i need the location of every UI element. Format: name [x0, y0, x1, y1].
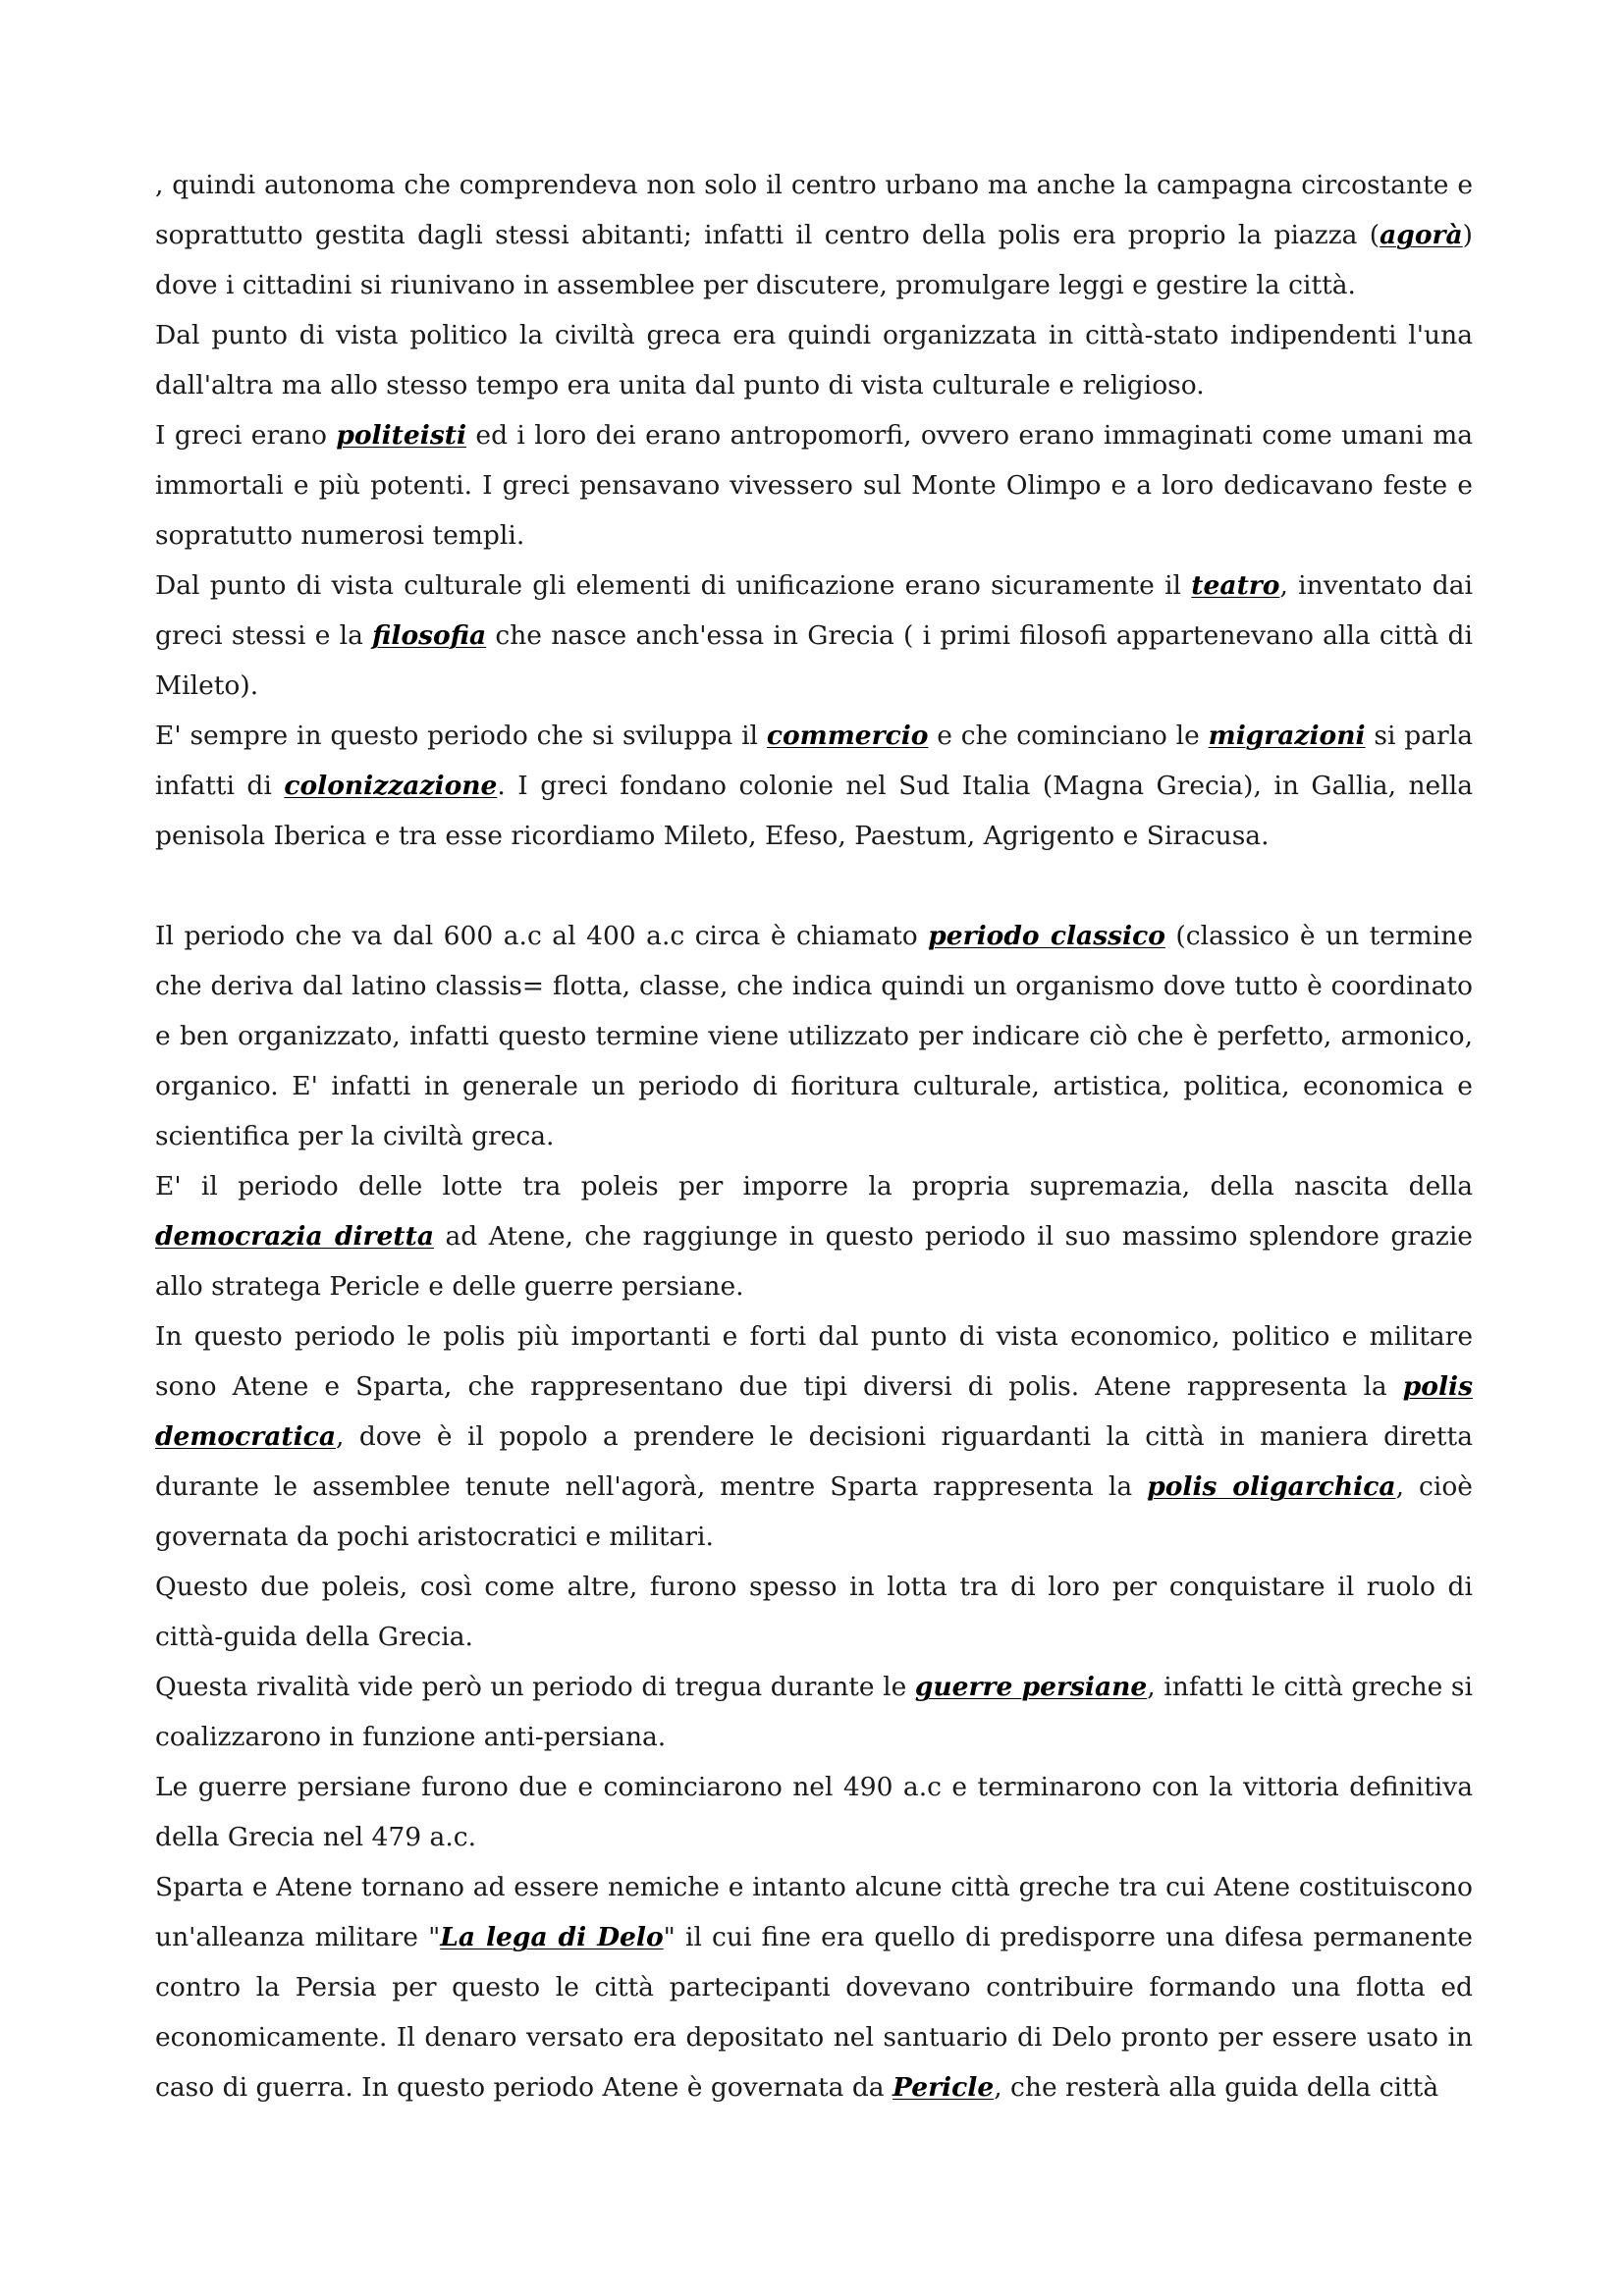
paragraph	[155, 711, 1473, 861]
text-segment: Questa rivalità vide però un periodo di tregua durante le	[155, 1672, 915, 1702]
highlighted-term: periodo classico	[928, 921, 1165, 951]
text-segment: I greci erano	[155, 420, 337, 451]
text-segment: , dove è il popolo a prendere le decisioni riguardanti la città in maniera diretta durante le assemblee tenute nell'agorà, mentre Sparta rappresenta la	[155, 1421, 1473, 1502]
highlighted-term: commercio	[766, 721, 929, 751]
text-segment: , infatti le città greche si coalizzarono in funzione anti-persiana.	[155, 1672, 1473, 1752]
text-segment: , inventato dai greci stessi e la	[155, 570, 1473, 651]
paragraph	[155, 1662, 1473, 1762]
text-segment: In questo periodo le polis più importanti e forti dal punto di vista economico, politico e militare sono Atene e Sparta, che rappresentano due tipi diversi di polis. Atene rappresenta la	[155, 1321, 1473, 1402]
paragraph	[155, 1862, 1473, 2112]
text-segment: , cioè governata da pochi aristocratici e militari.	[155, 1471, 1473, 1552]
text-segment: si parla infatti di	[155, 721, 1473, 801]
text-segment: E' sempre in questo periodo che si sviluppa il	[155, 721, 767, 751]
highlighted-term: colonizzazione	[284, 771, 498, 801]
highlighted-term: guerre persiane	[914, 1672, 1148, 1702]
highlighted-term: migrazioni	[1208, 721, 1366, 751]
highlighted-term: La lega di Delo	[440, 1922, 664, 1952]
text-segment: ) dove i cittadini si riunivano in assemblee per discutere, promulgare leggi e gestire la città.	[155, 220, 1473, 300]
highlighted-term: polis democratica	[155, 1371, 1473, 1452]
paragraph	[155, 1311, 1473, 1562]
text-segment: Sparta e Atene tornano ad essere nemiche e intanto alcune città greche tra cui Atene costituiscono un'alleanza militare "	[155, 1872, 1473, 1952]
text-segment: Dal punto di vista politico la civiltà greca era quindi organizzata in città-stato indipendenti l'una dall'altra ma allo stesso tempo era unita dal punto di vista culturale e religioso.	[155, 320, 1473, 400]
highlighted-term: agorà	[1380, 220, 1463, 250]
text-segment: ed i loro dei erano antropomorfi, ovvero erano immaginati come umani ma immortali e più potenti. I greci pensavano vivessero sul Monte Olimpo e a loro dedicavano feste e sopratutto numerosi templi.	[155, 420, 1473, 551]
paragraph	[155, 1762, 1473, 1862]
paragraph	[155, 310, 1473, 410]
document-body	[155, 160, 1473, 2112]
highlighted-term: teatro	[1191, 570, 1280, 601]
highlighted-term: polis oligarchica	[1147, 1471, 1396, 1502]
text-segment: E' il periodo delle lotte tra poleis per imporre la propria supremazia, della nascita della	[155, 1171, 1473, 1201]
text-segment: " il cui fine era quello di predisporre una difesa permanente contro la Persia per questo le città partecipanti dovevano contribuire formando una flotta ed economicamente. Il denaro versato era depositato nel santuario di Delo pronto per essere usato in caso di guerra. In questo periodo Atene è governata da	[155, 1922, 1473, 2103]
text-segment: (classico è un termine che deriva dal latino classis= flotta, classe, che indica quindi un organismo dove tutto è coordinato e ben organizzato, infatti questo termine viene utilizzato per indicare ciò che è perfetto, armonico, organico. E' infatti in generale un periodo di fioritura culturale, artistica, politica, economica e scientifica per la civiltà greca.	[155, 921, 1473, 1151]
paragraph	[155, 561, 1473, 711]
paragraph	[155, 911, 1473, 1161]
paragraph	[155, 1562, 1473, 1662]
text-segment: che nasce anch'essa in Grecia ( i primi filosofi appartenevano alla città di Mileto).	[155, 620, 1473, 701]
highlighted-term: filosofia	[372, 620, 487, 651]
highlighted-term: Pericle	[893, 2072, 995, 2103]
paragraph	[155, 1161, 1473, 1311]
paragraph	[155, 160, 1473, 310]
text-segment: Il periodo che va dal 600 a.c al 400 a.c circa è chiamato	[155, 921, 929, 951]
text-segment: , quindi autonoma che comprendeva non solo il centro urbano ma anche la campagna circostante e soprattutto gestita dagli stessi abitanti; infatti il centro della polis era proprio la piazza (	[155, 170, 1473, 250]
text-segment: ad Atene, che raggiunge in questo periodo il suo massimo splendore grazie allo stratega Pericle e delle guerre persiane.	[155, 1221, 1473, 1302]
text-segment: , che resterà alla guida della città	[994, 2072, 1439, 2103]
text-segment: Dal punto di vista culturale gli elementi di unificazione erano sicuramente il	[155, 570, 1192, 601]
highlighted-term: democrazia diretta	[155, 1221, 435, 1252]
text-segment: e che cominciano le	[928, 721, 1209, 751]
paragraph	[155, 410, 1473, 561]
text-segment: Questo due poleis, così come altre, furono spesso in lotta tra di loro per conquistare il ruolo di città-guida della Grecia.	[155, 1572, 1473, 1652]
highlighted-term: politeisti	[336, 420, 467, 451]
text-segment: Le guerre persiane furono due e cominciarono nel 490 a.c e terminarono con la vittoria definitiva della Grecia nel 479 a.c.	[155, 1772, 1473, 1852]
text-segment: . I greci fondano colonie nel Sud Italia (Magna Grecia), in Gallia, nella penisola Iberica e tra esse ricordiamo Mileto, Efeso, Paestum, Agrigento e Siracusa.	[155, 771, 1473, 851]
